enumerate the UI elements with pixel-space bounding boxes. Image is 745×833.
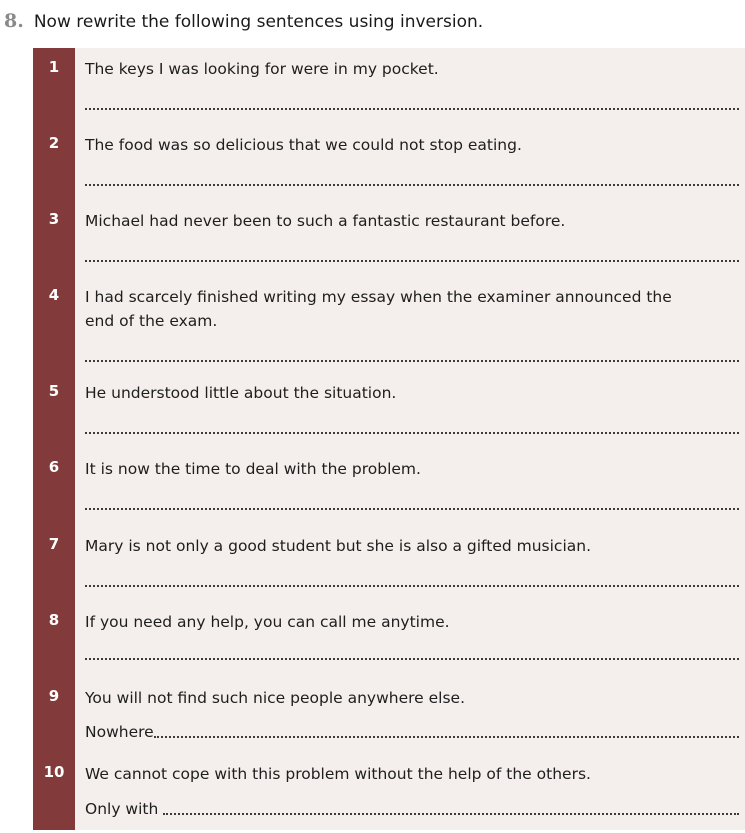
item-number: 1 bbox=[48, 58, 60, 76]
answer-line[interactable] bbox=[85, 108, 739, 110]
answer-field[interactable] bbox=[85, 799, 739, 819]
number-strip bbox=[33, 48, 75, 830]
item-number: 10 bbox=[43, 763, 65, 781]
answer-line[interactable] bbox=[85, 432, 739, 434]
item-sentence: Michael had never been to such a fantastic restaurant before. bbox=[85, 212, 566, 230]
item-number: 9 bbox=[48, 687, 60, 705]
item-sentence: If you need any help, you can call me anytime. bbox=[85, 613, 450, 631]
answer-field[interactable] bbox=[85, 722, 739, 742]
item-sentence: The food was so delicious that we could not stop eating. bbox=[85, 136, 522, 154]
answer-line[interactable] bbox=[85, 260, 739, 262]
item-sentence: He understood little about the situation. bbox=[85, 384, 397, 402]
item-sentence: I had scarcely finished writing my essay when the examiner announced the end of the exam. bbox=[85, 288, 672, 330]
item-number: 7 bbox=[48, 535, 60, 553]
exercise-instruction: Now rewrite the following sentences using inversion. bbox=[33, 12, 484, 32]
answer-line[interactable] bbox=[163, 813, 739, 815]
answer-line[interactable] bbox=[85, 508, 739, 510]
item-sentence: It is now the time to deal with the problem. bbox=[85, 460, 421, 478]
item-number: 3 bbox=[48, 210, 60, 228]
answer-line[interactable] bbox=[85, 658, 739, 660]
answer-line[interactable] bbox=[85, 184, 739, 186]
answer-line[interactable] bbox=[85, 360, 739, 362]
answer-prompt: Nowhere bbox=[85, 723, 154, 741]
item-number: 6 bbox=[48, 458, 60, 476]
exercise-panel bbox=[33, 48, 745, 830]
item-number: 2 bbox=[48, 134, 60, 152]
item-sentence: You will not find such nice people anywhere else. bbox=[85, 689, 465, 707]
exercise-header bbox=[4, 10, 483, 36]
answer-line[interactable] bbox=[85, 585, 739, 587]
answer-prompt: Only with bbox=[85, 800, 164, 818]
item-number: 8 bbox=[48, 611, 60, 629]
item-number: 5 bbox=[48, 382, 60, 400]
item-sentence: We cannot cope with this problem without the help of the others. bbox=[85, 765, 591, 783]
item-sentence: The keys I was looking for were in my pocket. bbox=[85, 60, 439, 78]
answer-line[interactable] bbox=[154, 736, 739, 738]
exercise-number: 8. bbox=[4, 10, 24, 32]
item-sentence: Mary is not only a good student but she is also a gifted musician. bbox=[85, 537, 591, 555]
item-number: 4 bbox=[48, 286, 60, 304]
